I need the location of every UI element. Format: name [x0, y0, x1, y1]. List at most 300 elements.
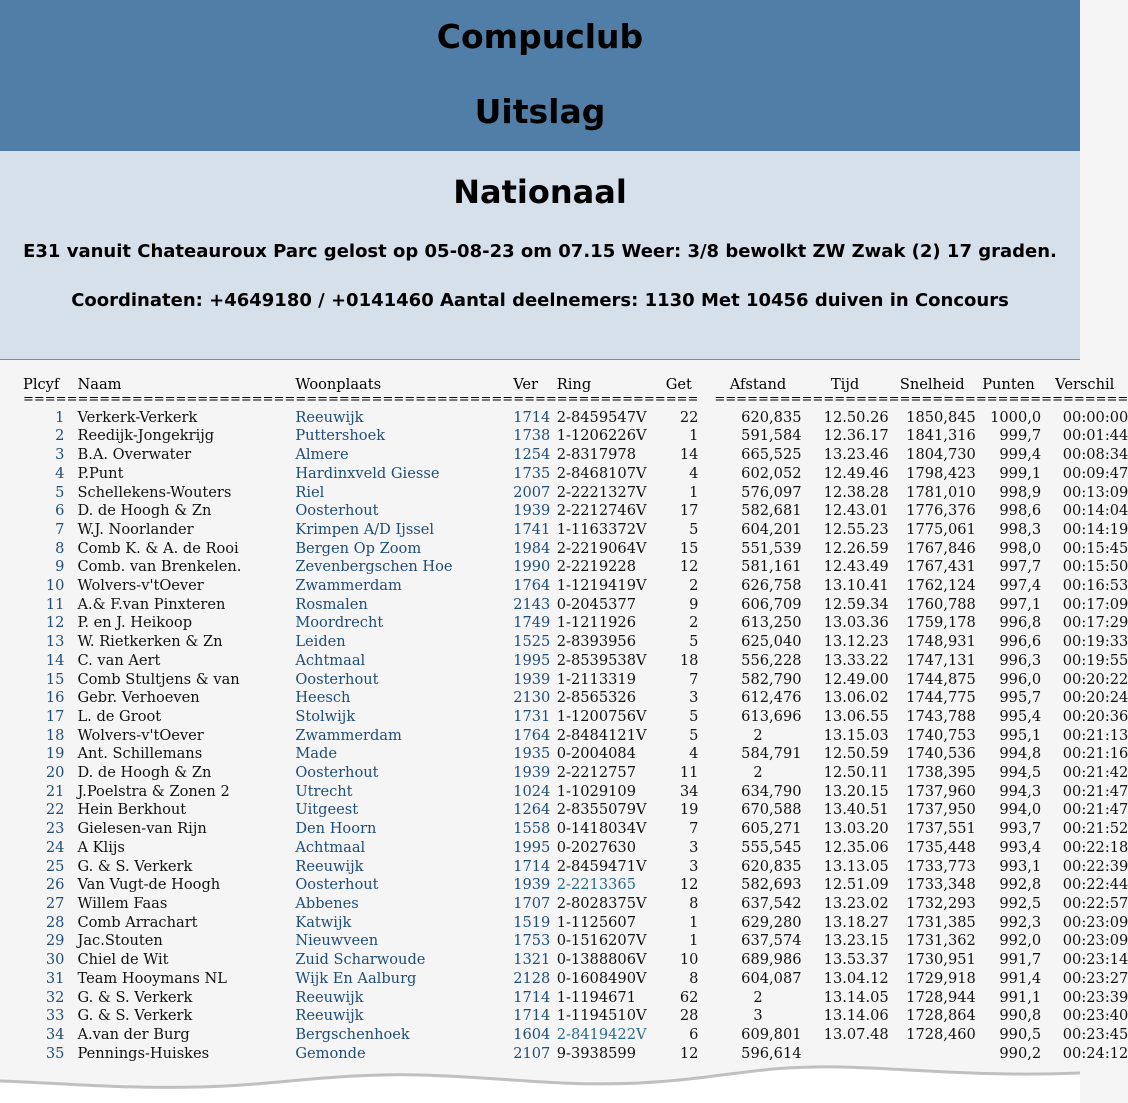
cell-ring: 2-8539538V — [556, 651, 647, 669]
cell-plcyf: 15 — [45, 670, 65, 688]
cell-ver: 1939 — [513, 502, 551, 520]
cell-punten: 995,1 — [999, 726, 1042, 744]
cell-plcyf: 27 — [45, 894, 65, 912]
cell-afstand: 634,790 — [741, 782, 802, 800]
cell-plcyf: 28 — [45, 913, 65, 931]
cell-afstand: 606,709 — [741, 595, 802, 613]
cell-punten: 1000,0 — [990, 408, 1042, 426]
cell-ring: 0-2027630 — [556, 838, 636, 856]
cell-snelheid: 1775,061 — [906, 520, 976, 538]
cell-woonplaats[interactable]: Den Hoorn — [295, 820, 377, 838]
cell-ver: 1939 — [513, 764, 551, 782]
cell-woonplaats[interactable]: Nieuwveen — [295, 932, 379, 950]
cell-ring: 2-8468107V — [556, 464, 647, 482]
cell-punten: 994,5 — [999, 764, 1042, 782]
table-row — [0, 596, 1128, 615]
column-header-naam: Naam — [77, 376, 122, 393]
cell-woonplaats[interactable]: Leiden — [295, 633, 346, 651]
cell-snelheid: 1767,846 — [906, 539, 976, 557]
cell-snelheid: 1728,460 — [906, 1025, 976, 1043]
cell-woonplaats[interactable]: Riel — [295, 483, 325, 501]
table-row — [0, 839, 1128, 858]
cell-afstand: 2 — [753, 764, 763, 782]
cell-punten: 992,5 — [999, 894, 1042, 912]
cell-afstand: 604,087 — [741, 969, 802, 987]
table-separator-row — [0, 395, 1128, 409]
cell-ver: 1939 — [513, 670, 551, 688]
cell-get: 7 — [689, 820, 699, 838]
cell-snelheid: 1804,730 — [906, 446, 976, 464]
cell-snelheid: 1729,918 — [906, 969, 976, 987]
cell-get: 1 — [689, 932, 699, 950]
cell-naam: Van Vugt-de Hoogh — [77, 876, 221, 894]
cell-afstand: 582,790 — [741, 670, 802, 688]
cell-plcyf: 14 — [45, 651, 65, 669]
cell-verschil: 00:09:47 — [1062, 464, 1128, 482]
cell-ring: 0-1516207V — [556, 932, 647, 950]
separator-cell: ====== — [975, 391, 1042, 407]
cell-ver: 1939 — [513, 876, 551, 894]
cell-plcyf: 32 — [45, 988, 65, 1006]
cell-punten: 994,3 — [999, 782, 1042, 800]
cell-snelheid: 1798,423 — [906, 464, 976, 482]
cell-ring: 2-2219064V — [556, 539, 647, 557]
cell-tijd: 13.13.05 — [823, 857, 889, 875]
cell-woonplaats[interactable]: Oosterhout — [295, 502, 379, 520]
cell-tijd: 13.03.20 — [823, 820, 889, 838]
cell-tijd: 12.43.01 — [823, 502, 889, 520]
cell-ring: 0-2045377 — [556, 595, 636, 613]
cell-afstand: 596,614 — [741, 1044, 802, 1062]
cell-woonplaats[interactable]: Zevenbergschen Hoe — [295, 558, 453, 576]
cell-snelheid: 1733,773 — [906, 857, 976, 875]
cell-naam: Verkerk-Verkerk — [77, 408, 198, 426]
separator-cell: ======== — [714, 391, 802, 407]
cell-tijd: 13.15.03 — [823, 726, 889, 744]
cell-verschil: 00:22:44 — [1062, 876, 1128, 894]
cell-get: 28 — [679, 1007, 699, 1025]
cell-get: 9 — [689, 595, 699, 613]
cell-plcyf: 18 — [45, 726, 65, 744]
cell-afstand: 620,835 — [741, 408, 802, 426]
cell-ver: 1990 — [513, 558, 551, 576]
cell-get: 8 — [689, 894, 699, 912]
cell-ver: 2107 — [513, 1044, 551, 1062]
cell-snelheid: 1728,944 — [906, 988, 976, 1006]
cell-woonplaats[interactable]: Zwammerdam — [295, 577, 402, 595]
cell-naam: J.Poelstra & Zonen 2 — [77, 782, 230, 800]
cell-get: 12 — [679, 558, 699, 576]
cell-tijd: 13.06.02 — [823, 689, 889, 707]
cell-verschil: 00:15:50 — [1062, 558, 1128, 576]
cell-punten: 992,0 — [999, 932, 1042, 950]
cell-ring: 0-2004084 — [556, 745, 636, 763]
cell-plcyf: 16 — [45, 689, 65, 707]
cell-ring: 2-8459471V — [556, 857, 647, 875]
column-header-afstand: Afstand — [729, 376, 787, 393]
table-row — [0, 689, 1128, 708]
cell-woonplaats[interactable]: Achtmaal — [295, 838, 366, 856]
table-row — [0, 783, 1128, 802]
cell-afstand: 620,835 — [741, 857, 802, 875]
cell-plcyf: 34 — [45, 1025, 65, 1043]
cell-verschil: 00:22:18 — [1062, 838, 1128, 856]
cell-verschil: 00:00:00 — [1062, 408, 1128, 426]
cell-punten: 993,7 — [999, 820, 1042, 838]
separator-cell: ======== — [1041, 391, 1128, 407]
cell-ver: 1764 — [513, 577, 551, 595]
cell-woonplaats[interactable]: Wijk En Aalburg — [295, 969, 417, 987]
cell-get: 62 — [679, 988, 699, 1006]
cell-tijd: 13.07.48 — [823, 1025, 889, 1043]
cell-naam: Reedijk-Jongekrijg — [77, 427, 215, 445]
table-row — [0, 820, 1128, 839]
page-title: Uitslag — [474, 92, 606, 131]
cell-woonplaats[interactable]: Made — [295, 745, 337, 763]
cell-ver: 1735 — [513, 464, 551, 482]
cell-woonplaats[interactable]: Katwijk — [295, 913, 352, 931]
cell-naam: D. de Hoogh & Zn — [77, 764, 212, 782]
cell-snelheid: 1747,131 — [906, 651, 976, 669]
cell-verschil: 00:08:34 — [1062, 446, 1128, 464]
cell-punten: 990,2 — [999, 1044, 1042, 1062]
cell-woonplaats[interactable]: Bergen Op Zoom — [295, 539, 422, 557]
column-header-punten: Punten — [982, 376, 1035, 393]
cell-verschil: 00:23:09 — [1062, 913, 1128, 931]
cell-verschil: 00:23:40 — [1062, 1007, 1128, 1025]
cell-afstand: 613,250 — [741, 614, 802, 632]
cell-plcyf: 31 — [45, 969, 65, 987]
cell-verschil: 00:21:47 — [1062, 782, 1128, 800]
cell-ring: 1-2113319 — [556, 670, 636, 688]
column-header-snelheid: Snelheid — [899, 376, 965, 393]
column-header-tijd: Tijd — [830, 376, 860, 393]
cell-woonplaats[interactable]: Gemonde — [295, 1044, 366, 1062]
cell-snelheid: 1744,875 — [906, 670, 976, 688]
cell-naam: Jac.Stouten — [77, 932, 163, 950]
cell-ring: 1-1219419V — [556, 577, 647, 595]
cell-afstand: 665,525 — [741, 446, 802, 464]
cell-punten: 994,8 — [999, 745, 1042, 763]
cell-verschil: 00:20:36 — [1062, 707, 1128, 725]
table-row — [0, 989, 1128, 1008]
cell-naam: Pennings-Huiskes — [77, 1044, 210, 1062]
cell-tijd: 12.38.28 — [823, 483, 889, 501]
table-row — [0, 446, 1128, 465]
separator-cell: ==================== — [295, 391, 514, 407]
cell-verschil: 00:13:09 — [1062, 483, 1128, 501]
cell-ring: 2-8355079V — [556, 801, 647, 819]
cell-tijd: 12.26.59 — [823, 539, 889, 557]
cell-woonplaats[interactable]: Stolwijk — [295, 707, 356, 725]
cell-naam: Hein Berkhout — [77, 801, 187, 819]
cell-ring: 1-1029109 — [556, 782, 636, 800]
cell-plcyf: 8 — [55, 539, 65, 557]
cell-get: 12 — [679, 876, 699, 894]
cell-punten: 999,7 — [999, 427, 1042, 445]
separator-cell: ==== — [513, 391, 557, 407]
cell-ring: 2-2212746V — [556, 502, 647, 520]
cell-tijd: 13.10.41 — [823, 577, 889, 595]
table-row — [0, 652, 1128, 671]
table-row — [0, 558, 1128, 577]
cell-woonplaats[interactable]: Reeuwijk — [295, 988, 364, 1006]
cell-afstand: 584,791 — [741, 745, 802, 763]
cell-ring: 9-3938599 — [556, 1044, 636, 1062]
cell-get: 5 — [689, 707, 699, 725]
cell-get: 4 — [689, 464, 699, 482]
cell-ver: 1714 — [513, 408, 551, 426]
cell-verschil: 00:21:13 — [1062, 726, 1128, 744]
cell-ver: 1264 — [513, 801, 551, 819]
cell-afstand: 2 — [753, 988, 763, 1006]
table-row — [0, 577, 1128, 596]
cell-ver: 2143 — [513, 595, 551, 613]
cell-punten: 990,8 — [999, 1007, 1042, 1025]
cell-tijd: 12.36.17 — [823, 427, 889, 445]
cell-verschil: 00:14:19 — [1062, 520, 1128, 538]
cell-plcyf: 33 — [45, 1007, 65, 1025]
cell-punten: 998,9 — [999, 483, 1042, 501]
race-heading: Nationaal — [453, 173, 627, 211]
column-header-ring: Ring — [556, 376, 592, 393]
cell-naam: A Klijs — [77, 838, 125, 856]
cell-woonplaats[interactable]: Reeuwijk — [295, 1007, 364, 1025]
cell-get: 17 — [679, 502, 699, 520]
table-row — [0, 540, 1128, 559]
cell-get: 2 — [689, 614, 699, 632]
cell-woonplaats[interactable]: Puttershoek — [295, 427, 386, 445]
cell-woonplaats[interactable]: Oosterhout — [295, 764, 379, 782]
separator-cell: ========== — [556, 391, 666, 407]
cell-naam: G. & S. Verkerk — [77, 1007, 193, 1025]
cell-ring: 1-1211926 — [556, 614, 636, 632]
cell-ver: 2007 — [513, 483, 551, 501]
cell-naam: Willem Faas — [77, 894, 168, 912]
cell-woonplaats[interactable]: Achtmaal — [295, 651, 366, 669]
cell-tijd: 12.49.46 — [823, 464, 889, 482]
cell-tijd: 13.14.05 — [823, 988, 889, 1006]
cell-ring: 2-8028375V — [556, 894, 647, 912]
cell-punten: 992,8 — [999, 876, 1042, 894]
cell-naam: Team Hooymans NL — [77, 969, 227, 987]
cell-woonplaats[interactable]: Zwammerdam — [295, 726, 402, 744]
cell-punten: 999,4 — [999, 446, 1042, 464]
cell-plcyf: 26 — [45, 876, 65, 894]
cell-tijd: 12.35.06 — [823, 838, 889, 856]
cell-punten: 996,6 — [999, 633, 1042, 651]
cell-ring: 2-8459547V — [556, 408, 647, 426]
cell-punten: 990,5 — [999, 1025, 1042, 1043]
cell-woonplaats[interactable]: Zuid Scharwoude — [295, 951, 426, 969]
results-body — [0, 409, 1128, 1064]
cell-afstand: 2 — [753, 726, 763, 744]
cell-punten: 997,7 — [999, 558, 1042, 576]
cell-tijd: 12.59.34 — [823, 595, 889, 613]
cell-verschil: 00:01:44 — [1062, 427, 1128, 445]
cell-afstand: 629,280 — [741, 913, 802, 931]
table-row — [0, 708, 1128, 727]
cell-ver: 1519 — [513, 913, 551, 931]
cell-ring: 2-2213365 — [556, 876, 636, 894]
cell-tijd: 12.50.26 — [823, 408, 889, 426]
table-row — [0, 502, 1128, 521]
cell-verschil: 00:23:39 — [1062, 988, 1128, 1006]
cell-woonplaats[interactable]: Almere — [295, 446, 349, 464]
cell-get: 1 — [689, 427, 699, 445]
cell-snelheid: 1776,376 — [906, 502, 976, 520]
cell-plcyf: 3 — [55, 446, 65, 464]
cell-woonplaats[interactable]: Rosmalen — [295, 595, 368, 613]
cell-verschil: 00:23:27 — [1062, 969, 1128, 987]
cell-verschil: 00:23:14 — [1062, 951, 1128, 969]
cell-snelheid: 1737,950 — [906, 801, 976, 819]
cell-woonplaats[interactable]: Hardinxveld Giesse — [295, 464, 440, 482]
cell-snelheid: 1732,293 — [906, 894, 976, 912]
cell-get: 11 — [679, 764, 699, 782]
cell-verschil: 00:21:42 — [1062, 764, 1128, 782]
cell-snelheid: 1740,753 — [906, 726, 976, 744]
cell-snelheid: 1738,395 — [906, 764, 976, 782]
race-release-info: E31 vanuit Chateauroux Parc gelost op 05-08-23 om 07.15 Weer: 3/8 bewolkt ZW Zwak (2) 17 graden. — [23, 241, 1057, 262]
table-row — [0, 745, 1128, 764]
cell-woonplaats[interactable]: Moordrecht — [295, 614, 384, 632]
cell-verschil: 00:19:55 — [1062, 651, 1128, 669]
cell-snelheid: 1740,536 — [906, 745, 976, 763]
cell-woonplaats[interactable]: Utrecht — [295, 782, 353, 800]
cell-punten: 994,0 — [999, 801, 1042, 819]
cell-woonplaats[interactable]: Oosterhout — [295, 876, 379, 894]
cell-get: 3 — [689, 857, 699, 875]
cell-naam: Comb Stultjens & van — [77, 670, 240, 688]
cell-naam: G. & S. Verkerk — [77, 988, 193, 1006]
table-row — [0, 633, 1128, 652]
cell-naam: Gielesen-van Rijn — [77, 820, 207, 838]
cell-woonplaats[interactable]: Oosterhout — [295, 670, 379, 688]
cell-get: 2 — [689, 577, 699, 595]
cell-afstand: 576,097 — [741, 483, 802, 501]
cell-woonplaats[interactable]: Bergschenhoek — [295, 1025, 410, 1043]
cell-snelheid: 1731,385 — [906, 913, 976, 931]
table-row — [0, 951, 1128, 970]
cell-plcyf: 13 — [45, 633, 65, 651]
cell-verschil: 00:20:24 — [1062, 689, 1128, 707]
cell-ver: 1558 — [513, 820, 551, 838]
cell-get: 22 — [679, 408, 699, 426]
cell-verschil: 00:17:09 — [1062, 595, 1128, 613]
cell-plcyf: 24 — [45, 838, 65, 856]
cell-ver: 1738 — [513, 427, 551, 445]
cell-get: 5 — [689, 520, 699, 538]
cell-ring: 0-1388806V — [556, 951, 647, 969]
cell-snelheid: 1850,845 — [906, 408, 976, 426]
cell-get: 1 — [689, 483, 699, 501]
table-row — [0, 876, 1128, 895]
cell-get: 6 — [689, 1025, 699, 1043]
cell-ver: 1604 — [513, 1025, 551, 1043]
cell-get: 19 — [679, 801, 699, 819]
cell-naam: B.A. Overwater — [77, 446, 192, 464]
cell-ring: 2-2221327V — [556, 483, 647, 501]
table-row — [0, 895, 1128, 914]
cell-ver: 1995 — [513, 838, 551, 856]
table-row — [0, 409, 1128, 428]
table-row — [0, 727, 1128, 746]
cell-naam: P.Punt — [77, 464, 124, 482]
cell-tijd: 13.23.15 — [823, 932, 889, 950]
cell-naam: G. & S. Verkerk — [77, 857, 193, 875]
cell-plcyf: 5 — [55, 483, 65, 501]
cell-naam: Gebr. Verhoeven — [77, 689, 200, 707]
cell-punten: 998,3 — [999, 520, 1042, 538]
cell-afstand: 689,986 — [741, 951, 802, 969]
table-row — [0, 521, 1128, 540]
cell-naam: Comb Arrachart — [77, 913, 198, 931]
cell-get: 34 — [679, 782, 699, 800]
table-row — [0, 932, 1128, 951]
cell-ver: 1935 — [513, 745, 551, 763]
cell-snelheid: 1737,960 — [906, 782, 976, 800]
cell-ring: 1-1206226V — [556, 427, 647, 445]
cell-ring: 1-1125607 — [556, 913, 636, 931]
cell-get: 3 — [689, 689, 699, 707]
cell-naam: P. en J. Heikoop — [77, 614, 193, 632]
cell-ring: 1-1200756V — [556, 707, 647, 725]
cell-verschil: 00:23:45 — [1062, 1025, 1128, 1043]
cell-tijd: 13.06.55 — [823, 707, 889, 725]
cell-punten: 993,4 — [999, 838, 1042, 856]
cell-woonplaats[interactable]: Reeuwijk — [295, 408, 364, 426]
cell-verschil: 00:22:39 — [1062, 857, 1128, 875]
cell-verschil: 00:20:22 — [1062, 670, 1128, 688]
cell-woonplaats[interactable]: Abbenes — [295, 894, 359, 912]
cell-tijd: 12.55.23 — [823, 520, 889, 538]
cell-woonplaats[interactable]: Reeuwijk — [295, 857, 364, 875]
separator-cell: === — [665, 391, 699, 407]
cell-afstand: 555,545 — [741, 838, 802, 856]
cell-ring: 2-8393956 — [556, 633, 636, 651]
table-row — [0, 801, 1128, 820]
cell-naam: A.& F.van Pinxteren — [77, 595, 226, 613]
cell-ver: 1764 — [513, 726, 551, 744]
cell-verschil: 00:14:04 — [1062, 502, 1128, 520]
table-row — [0, 465, 1128, 484]
cell-ver: 1753 — [513, 932, 551, 950]
cell-woonplaats[interactable]: Heesch — [295, 689, 351, 707]
table-row — [0, 1026, 1128, 1045]
cell-snelheid: 1737,551 — [906, 820, 976, 838]
cell-woonplaats[interactable]: Krimpen A/D Ijssel — [295, 520, 435, 538]
cell-ver: 1525 — [513, 633, 551, 651]
cell-verschil: 00:15:45 — [1062, 539, 1128, 557]
torn-edge — [0, 1043, 1080, 1103]
cell-ring: 0-1608490V — [556, 969, 647, 987]
separator-cell: ======== — [888, 391, 976, 407]
cell-tijd: 13.18.27 — [823, 913, 889, 931]
cell-verschil: 00:19:33 — [1062, 633, 1128, 651]
cell-plcyf: 25 — [45, 857, 65, 875]
cell-tijd: 13.23.46 — [823, 446, 889, 464]
cell-plcyf: 11 — [45, 595, 65, 613]
cell-verschil: 00:22:57 — [1062, 894, 1128, 912]
cell-ring: 2-8317978 — [556, 446, 636, 464]
cell-get: 4 — [689, 745, 699, 763]
cell-afstand: 637,574 — [741, 932, 802, 950]
column-header-verschil: Verschil — [1055, 376, 1115, 393]
cell-afstand: 670,588 — [741, 801, 802, 819]
cell-woonplaats[interactable]: Uitgeest — [295, 801, 359, 819]
cell-snelheid: 1762,124 — [906, 577, 976, 595]
